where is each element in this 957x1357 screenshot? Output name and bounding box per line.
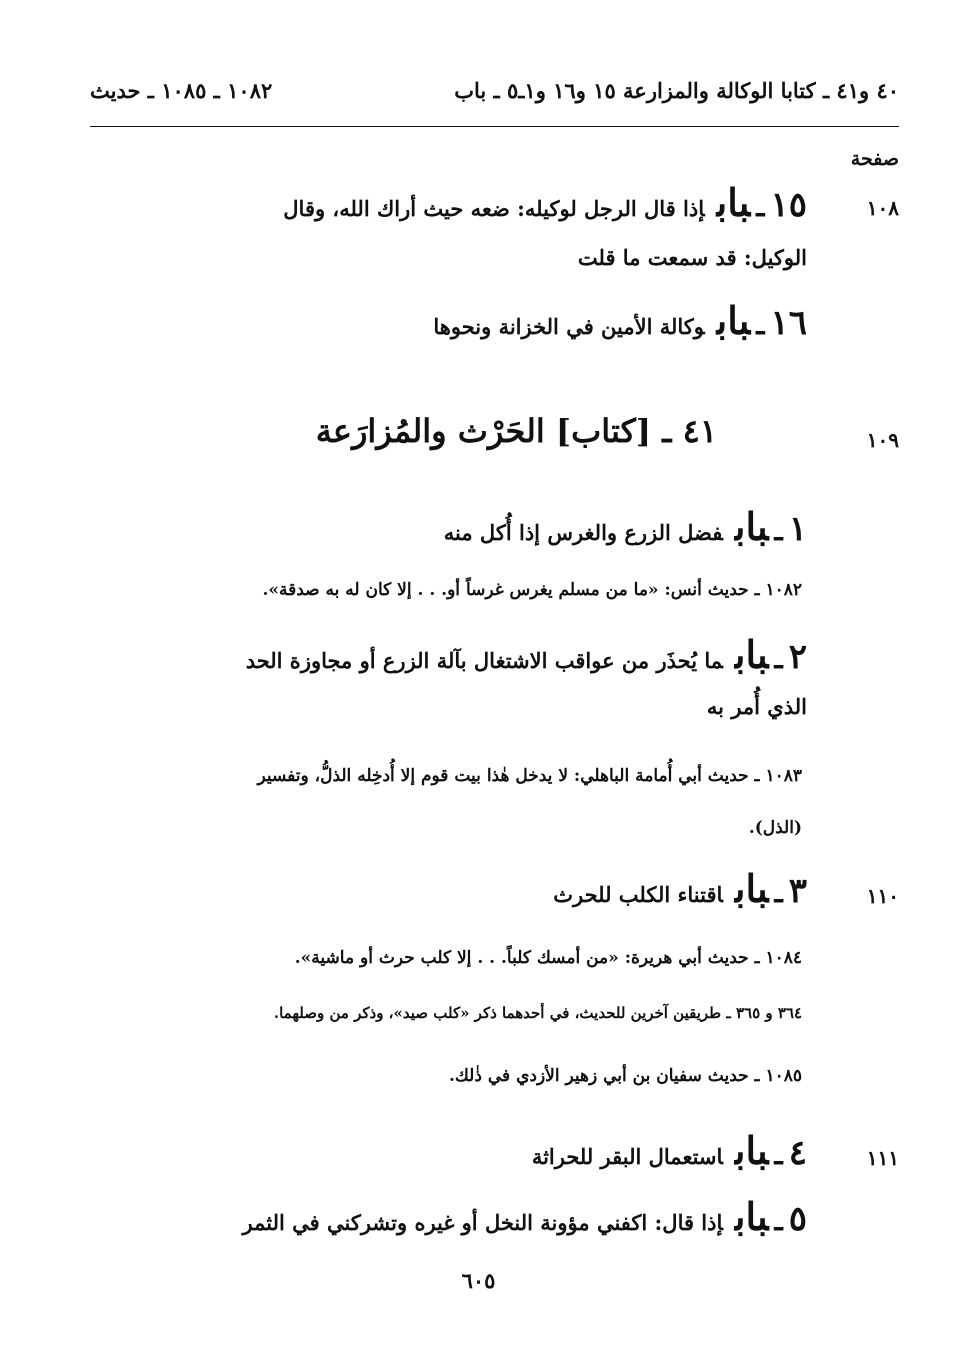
bab-title: إذا قال الرجل لوكيله: ضعه حيث أراك الله، وقال xyxy=(283,196,705,221)
bab-title: استعمال البقر للحراثة xyxy=(531,1144,723,1169)
bab-keyword: باب xyxy=(734,1194,769,1239)
bab-dash: ـ xyxy=(756,308,765,341)
running-header xyxy=(90,78,899,114)
bab-dash: ـ xyxy=(756,190,765,223)
hadith-1082: ١٠٨٢ ـ حديث أنس: «ما من مسلم يغرس غرساً أو. . . إلا كان له به صدقة». xyxy=(262,580,802,600)
bab-2-heading xyxy=(80,632,807,677)
bab-title: ما يُحذَر من عواقب الاشتغال بآلة الزرع أو مجاوزة الحد xyxy=(245,648,723,673)
bab-16-heading xyxy=(80,298,807,343)
bab-keyword: باب xyxy=(716,180,751,225)
margin-page-number-108: ١٠٨ xyxy=(866,196,899,220)
margin-page-number-109: ١٠٩ xyxy=(866,428,899,452)
bab-15-continuation: الوكيل: قد سمعت ما قلت xyxy=(577,245,807,270)
page-number: ٦٠٥ xyxy=(461,1268,496,1293)
bab-4-heading xyxy=(80,1128,807,1173)
bab-15-heading xyxy=(80,180,807,225)
bab-number: ١٥ xyxy=(770,185,807,225)
bab-title: فضل الزرع والغرس إذا أُكل منه xyxy=(443,520,723,545)
bab-3-heading xyxy=(80,866,807,911)
running-header-right: ٤٠ و٤١ ـ كتابا الوكالة والمزارعة ١٥ و١٦ و١ـ٥ ـ باب xyxy=(454,78,899,103)
bab-number: ٣ xyxy=(788,871,807,911)
margin-page-number-111: ١١١ xyxy=(866,1146,899,1170)
bab-number: ١٦ xyxy=(770,303,807,343)
bab-5-heading xyxy=(80,1194,807,1239)
margin-page-number-110: ١١٠ xyxy=(866,884,899,908)
bab-number: ٢ xyxy=(788,637,807,677)
page-column-label: صفحة xyxy=(850,148,899,170)
bab-dash: ـ xyxy=(774,1204,783,1237)
running-header-left: ١٠٨٢ ـ ١٠٨٥ ـ حديث xyxy=(90,78,273,103)
bab-dash: ـ xyxy=(774,514,783,547)
bab-keyword: باب xyxy=(734,866,769,911)
hadith-1083-line2: (الذل). xyxy=(748,818,802,838)
hadith-1085: ١٠٨٥ ـ حديث سفيان بن أبي زهير الأزدي في ذٰلك. xyxy=(448,1066,802,1086)
bab-number: ٤ xyxy=(788,1133,807,1173)
bab-keyword: باب xyxy=(734,504,769,549)
bab-keyword: باب xyxy=(734,1128,769,1173)
header-rule xyxy=(90,126,899,127)
bab-keyword: باب xyxy=(734,632,769,677)
bab-dash: ـ xyxy=(774,876,783,909)
hadith-1083-line1: ١٠٨٣ ـ حديث أبي أُمامة الباهلي: لا يدخل هٰذا بيت قوم إلا أُدخِله الذلُّ، وتفسير xyxy=(257,766,802,786)
hadith-1084: ١٠٨٤ ـ حديث أبي هريرة: «من أمسك كلباً. . . إلا كلب حرث أو ماشية». xyxy=(294,948,802,968)
bab-title: وكالة الأمين في الخزانة ونحوها xyxy=(433,314,705,339)
bab-number: ١ xyxy=(788,509,807,549)
bab-keyword: باب xyxy=(716,298,751,343)
note-364-365: ٣٦٤ و ٣٦٥ ـ طريقين آخرين للحديث، في أحدهما ذكر «كلب صيد»، وذكر من وصلهما. xyxy=(273,1004,802,1022)
bab-1-heading xyxy=(80,504,807,549)
bab-2-continuation: الذي أُمر به xyxy=(706,694,807,719)
bab-title: إذا قال: اكفني مؤونة النخل أو غيره وتشركني في الثمر xyxy=(242,1210,723,1235)
bab-number: ٥ xyxy=(788,1199,807,1239)
bab-dash: ـ xyxy=(774,1138,783,1171)
bab-title: اقتناء الكلب للحرث xyxy=(553,882,723,907)
bab-dash: ـ xyxy=(774,642,783,675)
kitab-41-title: ٤١ ـ [كتاب] الحَرْث والمُزارَعة xyxy=(315,412,717,450)
